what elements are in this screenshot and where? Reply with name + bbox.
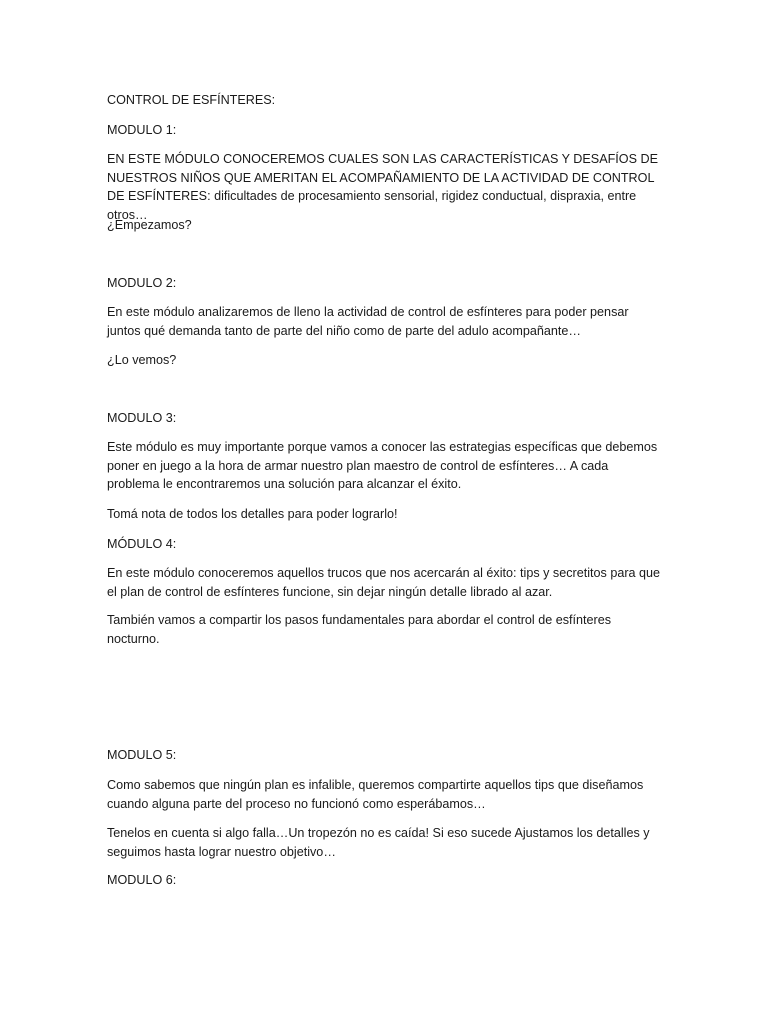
module-2-paragraph-2: ¿Lo vemos? — [107, 353, 177, 367]
module-5-paragraph-1: Como sabemos que ningún plan es infalible, queremos compartirte aquellos tips que diseñamos cuando alguna parte del proceso no funcionó como esperábamos… — [107, 778, 644, 811]
module-3-paragraph-2: Tomá nota de todos los detalles para poder lograrlo! — [107, 507, 398, 521]
document-title: CONTROL DE ESFÍNTERES: — [107, 93, 276, 107]
module-1-paragraph-1: EN ESTE MÓDULO CONOCEREMOS CUALES SON LAS CARACTERÍSTICAS Y DESAFÍOS DE NUESTROS NIÑOS QUE AMERITAN EL ACOMPAÑAMIENTO DE LA ACTIVIDAD DE CONTROL DE ESFÍNTERES: dificultades de procesamiento sensorial, rigidez conductual, dispraxia, entre otros… — [107, 152, 658, 222]
module-3-heading: MODULO 3: — [107, 411, 177, 425]
document-page — [107, 0, 667, 1024]
module-5-paragraph-2: Tenelos en cuenta si algo falla…Un tropezón no es caída! Si eso sucede Ajustamos los detalles y seguimos hasta lograr nuestro objetivo… — [107, 826, 650, 859]
module-4-paragraph-1: En este módulo conoceremos aquellos trucos que nos acercarán al éxito: tips y secretitos para que el plan de control de esfínteres funcione, sin dejar ningún detalle librado al azar. — [107, 566, 661, 599]
module-1-paragraph-2: ¿Empezamos? — [107, 218, 192, 232]
module-1-heading: MODULO 1: — [107, 123, 177, 137]
module-4-heading: MÓDULO 4: — [107, 537, 177, 551]
module-2-paragraph-1: En este módulo analizaremos de lleno la actividad de control de esfínteres para poder pensar juntos qué demanda tanto de parte del niño como de parte del adulo acompañante… — [107, 305, 629, 338]
module-6-heading: MODULO 6: — [107, 873, 177, 887]
module-2-heading: MODULO 2: — [107, 276, 177, 290]
module-4-paragraph-2: También vamos a compartir los pasos fundamentales para abordar el control de esfínteres nocturno. — [107, 613, 612, 646]
module-5-heading: MODULO 5: — [107, 748, 177, 762]
module-3-paragraph-1: Este módulo es muy importante porque vamos a conocer las estrategias específicas que debemos poner en juego a la hora de armar nuestro plan maestro de control de esfínteres… A cada problema le encontraremos una solución para alcanzar el éxito. — [107, 440, 658, 491]
